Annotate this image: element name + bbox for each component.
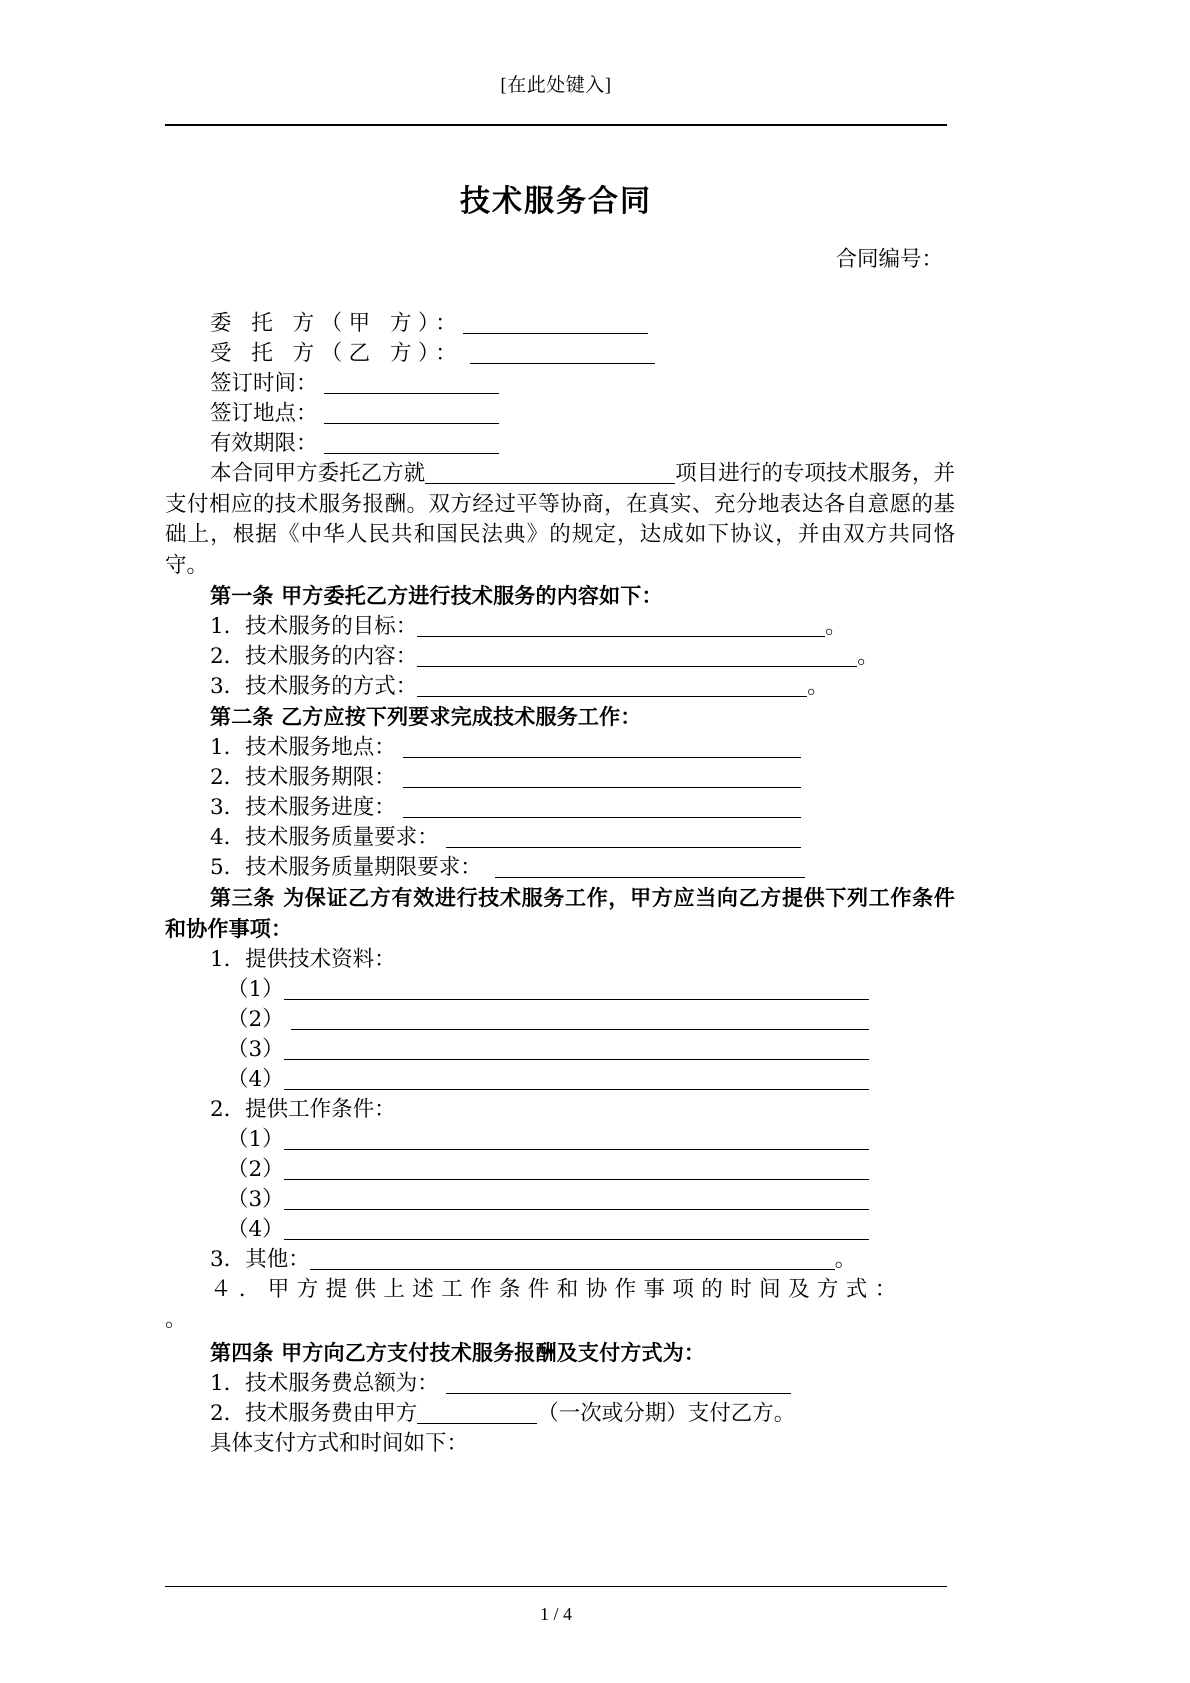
page-number-indicator: 1 / 4 [539,1604,572,1624]
clause-three-group-1-sub-2 [165,1005,955,1035]
clause-three-group-2-sub-1 [165,1125,955,1155]
contract-number-label: 合同编号： [835,247,943,272]
item-input[interactable] [446,826,801,848]
item-label: 技术服务进度： [245,795,396,820]
header-divider [165,124,947,126]
item-label: 技术服务的方式： [245,674,418,699]
item-number: 1． [210,1371,246,1396]
subitem-number: （1） [227,977,284,1002]
party-input-trustee[interactable] [470,342,655,364]
clause-three-group-2-sub-2 [165,1155,955,1185]
item-number: 3． [210,1247,246,1272]
sign-time-line [165,369,955,399]
item-label: 技术服务的内容： [245,644,418,669]
subitem-number: （3） [227,1187,284,1212]
payment-mode-input[interactable] [417,1402,537,1424]
item-input[interactable] [403,796,801,818]
sign-time-input[interactable] [324,372,499,394]
clause-three-group-2-sub-4 [165,1215,955,1245]
subitem-number: （2） [227,1157,284,1182]
subitem-input[interactable] [291,1008,869,1030]
item-number: 4． [210,825,246,850]
subitem-input[interactable] [284,978,869,1000]
item-label: 其他： [245,1247,310,1272]
subitem-input[interactable] [284,1218,869,1240]
clause-two-item-3 [165,793,955,823]
item-number: 1． [210,614,246,639]
footer-divider [165,1586,947,1587]
sign-time-label: 签订时间： [210,371,318,396]
preamble-project-input[interactable] [425,462,675,484]
item-input[interactable] [403,736,801,758]
document-body [165,245,955,1459]
clause-three-group-1-sub-1 [165,975,955,1005]
clause-one-item-3 [165,672,955,702]
item-trailing-mark: 。 [825,614,847,639]
valid-period-input[interactable] [324,432,499,454]
clause-one-item-2 [165,642,955,672]
item-trailing-mark: 。 [857,644,879,669]
clause-two-item-1 [165,733,955,763]
clause-two-heading: 第二条 乙方应按下列要求完成技术服务工作： [210,705,642,729]
item-number: 2． [210,1401,246,1426]
clause-four-item-3: 具体支付方式和时间如下： [210,1431,469,1456]
item-number: 1． [210,735,246,760]
page-header [165,70,947,97]
subitem-input[interactable] [284,1128,869,1150]
item-label: 技术服务费总额为： [245,1371,439,1396]
clause-four-item-1 [165,1369,955,1399]
item-label: 技术服务的目标： [245,614,418,639]
item-text-before: 技术服务费由甲方 [245,1401,418,1426]
item-number: 3． [210,795,246,820]
clause-one-heading: 第一条 甲方委托乙方进行技术服务的内容如下： [210,584,663,608]
clause-two-item-5 [165,853,955,883]
item-label: 技术服务地点： [245,735,396,760]
subitem-input[interactable] [284,1158,869,1180]
clause-three-group-2-sub-3 [165,1185,955,1215]
item-trailing-mark: 。 [834,1247,857,1272]
item-input[interactable] [403,766,801,788]
subitem-number: （3） [227,1037,284,1062]
item-input[interactable] [310,1248,835,1270]
item-trailing-mark: 。 [807,674,829,699]
subitem-number: （4） [227,1217,284,1242]
subitem-number: （1） [227,1127,284,1152]
clause-three-group-1-label: 1．提供技术资料： [210,947,396,972]
clause-three-group-1-sub-3 [165,1035,955,1065]
valid-period-label: 有效期限： [210,431,318,456]
page-title: 技术服务合同 [460,184,652,219]
page-footer [165,1604,947,1625]
sign-place-input[interactable] [324,402,499,424]
clause-three-item-3 [165,1245,955,1275]
item-number: 5． [210,855,246,880]
item-text-after: （一次或分期）支付乙方。 [537,1401,796,1426]
clause-three-item-4: ４．甲方提供上述工作条件和协作事项的时间及方式： [210,1277,904,1302]
item-input[interactable] [417,615,825,637]
sign-place-label: 签订地点： [210,401,318,426]
item-label: 技术服务质量期限要求： [245,855,482,880]
item-input[interactable] [495,856,805,878]
item-number: 2． [210,644,246,669]
party-input-commissioner[interactable] [463,312,648,334]
subitem-input[interactable] [284,1068,869,1090]
valid-period-line [165,429,955,459]
party-label-commissioner: 委 托 方（甲 方）： [210,311,464,336]
preamble-paragraph [165,459,955,581]
preamble-after-blank: 项目进行的专项技术服务，并支付相应的技术服务报酬。双方经过平等协商，在真实、充分地表达各自意愿的基础上，根据《中华人民共和国民法典》的规定，达成如下协议，并由双方共同恪守。 [165,461,955,578]
item-number: 2． [210,765,246,790]
clause-four-heading: 第四条 甲方向乙方支付技术服务报酬及支付方式为： [210,1341,706,1365]
clause-four-item-2 [165,1399,955,1429]
clause-three-item-4-trailing-mark: 。 [165,1307,187,1332]
item-input[interactable] [417,645,857,667]
clause-three-heading: 第三条 为保证乙方有效进行技术服务工作，甲方应当向乙方提供下列工作条件和协作事项： [165,886,955,941]
item-label: 技术服务期限： [245,765,396,790]
sign-place-line [165,399,955,429]
item-label: 技术服务质量要求： [245,825,439,850]
item-number: 3． [210,674,246,699]
preamble-before-blank: 本合同甲方委托乙方就 [210,461,426,486]
party-label-trustee: 受 托 方（乙 方）： [210,341,464,366]
subitem-number: （4） [227,1067,284,1092]
subitem-input[interactable] [284,1188,869,1210]
clause-three-group-2-label: 2．提供工作条件： [210,1097,396,1122]
item-input[interactable] [417,675,807,697]
subitem-input[interactable] [284,1038,869,1060]
subitem-number: （2） [227,1007,284,1032]
header-placeholder-text: [在此处键入] [500,75,612,96]
clause-two-item-4 [165,823,955,853]
clause-one-item-1 [165,612,955,642]
clause-three-group-1-sub-4 [165,1065,955,1095]
party-line-trustee [165,339,955,369]
clause-two-item-2 [165,763,955,793]
party-line-commissioner [165,309,955,339]
item-input[interactable] [446,1372,791,1394]
